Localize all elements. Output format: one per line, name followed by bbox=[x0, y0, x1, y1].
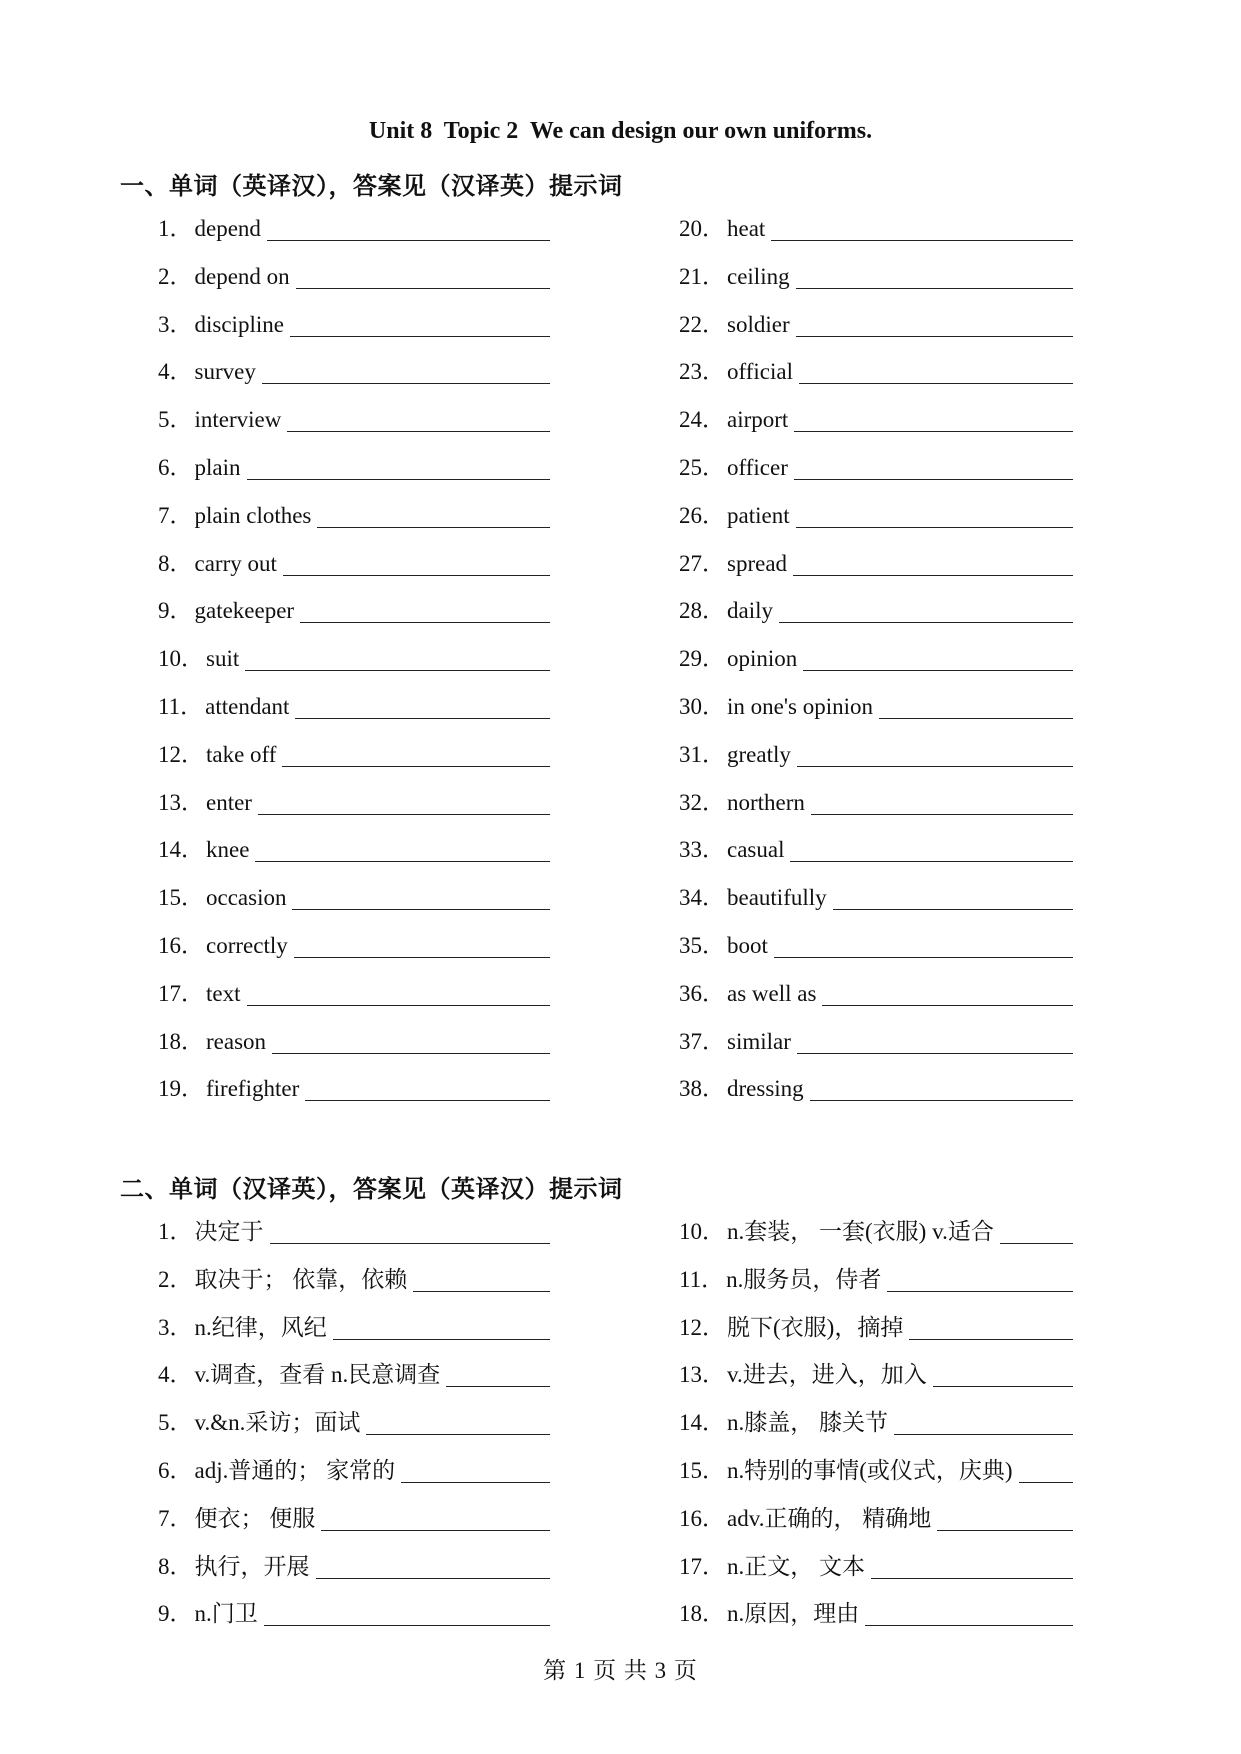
vocab-item bbox=[679, 733, 1073, 777]
item-prompt: suit bbox=[206, 646, 240, 672]
vocab-item bbox=[158, 303, 550, 347]
item-number: 2． bbox=[158, 263, 193, 289]
item-prompt: daily bbox=[727, 598, 773, 624]
item-number: 19． bbox=[158, 1076, 204, 1102]
item-prompt: text bbox=[206, 980, 241, 1006]
item-prompt: 脱下(衣服)，摘掉 bbox=[727, 1314, 904, 1340]
item-number: 33． bbox=[679, 837, 725, 863]
answer-blank[interactable] bbox=[794, 431, 1073, 432]
vocab-item bbox=[679, 924, 1073, 968]
answer-blank[interactable] bbox=[797, 1053, 1073, 1054]
answer-blank[interactable] bbox=[833, 909, 1073, 910]
item-number: 8． bbox=[158, 1553, 193, 1579]
answer-blank[interactable] bbox=[300, 622, 550, 623]
vocab-item bbox=[679, 1497, 1073, 1541]
item-prompt: as well as bbox=[727, 980, 817, 1006]
answer-blank[interactable] bbox=[333, 1339, 550, 1340]
answer-blank[interactable] bbox=[803, 670, 1073, 671]
answer-blank[interactable] bbox=[871, 1578, 1073, 1579]
vocab-item bbox=[158, 1401, 550, 1445]
section1-heading: 一、单词（英译汉），答案见（汉译英）提示词 bbox=[120, 172, 623, 200]
vocab-item bbox=[158, 350, 550, 394]
vocab-item bbox=[679, 972, 1073, 1016]
item-prompt: carry out bbox=[194, 550, 277, 576]
answer-blank[interactable] bbox=[413, 1291, 550, 1292]
item-prompt: n.套装， 一套(衣服) v.适合 bbox=[727, 1219, 994, 1244]
answer-blank[interactable] bbox=[937, 1530, 1073, 1531]
item-number: 7． bbox=[158, 1505, 193, 1531]
item-number: 6． bbox=[158, 455, 193, 480]
item-number: 37． bbox=[679, 1028, 725, 1054]
item-number: 10． bbox=[158, 646, 204, 672]
vocab-item bbox=[679, 207, 1073, 251]
item-prompt: interview bbox=[194, 407, 282, 433]
item-number: 5． bbox=[158, 407, 193, 433]
vocab-item bbox=[158, 1353, 550, 1397]
item-prompt: heat bbox=[727, 216, 766, 241]
item-prompt: plain bbox=[194, 455, 241, 480]
item-prompt: casual bbox=[727, 837, 785, 863]
vocab-item bbox=[158, 876, 550, 920]
answer-blank[interactable] bbox=[774, 957, 1073, 958]
item-number: 24． bbox=[679, 407, 725, 433]
item-prompt: v.进去，进入，加入 bbox=[727, 1362, 927, 1388]
item-number: 2． bbox=[158, 1266, 193, 1292]
answer-blank[interactable] bbox=[865, 1625, 1073, 1626]
vocab-item bbox=[679, 1592, 1073, 1636]
vocab-item bbox=[679, 637, 1073, 681]
answer-blank[interactable] bbox=[771, 240, 1073, 241]
item-prompt: n.膝盖， 膝关节 bbox=[727, 1410, 888, 1436]
item-number: 8． bbox=[158, 550, 193, 576]
answer-blank[interactable] bbox=[317, 527, 550, 528]
answer-blank[interactable] bbox=[294, 957, 550, 958]
vocab-item bbox=[679, 1067, 1073, 1111]
item-prompt: officer bbox=[727, 455, 788, 480]
item-number: 1． bbox=[158, 1219, 193, 1244]
vocab-item bbox=[158, 1210, 550, 1254]
item-prompt: discipline bbox=[194, 311, 284, 337]
item-prompt: spread bbox=[727, 550, 788, 576]
vocab-item bbox=[679, 255, 1073, 299]
vocab-item bbox=[679, 303, 1073, 347]
answer-blank[interactable] bbox=[258, 814, 550, 815]
item-prompt: n.正文， 文本 bbox=[727, 1553, 865, 1579]
answer-blank[interactable] bbox=[822, 1005, 1073, 1006]
item-number: 28． bbox=[679, 598, 725, 624]
vocab-item bbox=[679, 1449, 1073, 1493]
item-prompt: plain clothes bbox=[194, 502, 312, 528]
item-prompt: v.&n.采访；面试 bbox=[194, 1410, 361, 1436]
item-prompt: boot bbox=[727, 933, 768, 958]
answer-blank[interactable] bbox=[262, 383, 550, 384]
answer-blank[interactable] bbox=[316, 1578, 551, 1579]
item-prompt: dressing bbox=[727, 1076, 804, 1102]
answer-blank[interactable] bbox=[255, 861, 550, 862]
item-prompt: firefighter bbox=[206, 1076, 300, 1102]
vocab-item bbox=[158, 733, 550, 777]
answer-blank[interactable] bbox=[894, 1434, 1073, 1435]
vocab-item bbox=[679, 398, 1073, 442]
answer-blank[interactable] bbox=[283, 575, 550, 576]
item-prompt: reason bbox=[206, 1028, 267, 1054]
item-prompt: 便衣； 便服 bbox=[194, 1505, 316, 1531]
vocab-item bbox=[679, 876, 1073, 920]
item-prompt: take off bbox=[206, 741, 277, 767]
item-number: 9． bbox=[158, 1601, 193, 1627]
item-prompt: n.纪律，风纪 bbox=[194, 1314, 327, 1340]
item-number: 15． bbox=[679, 1458, 725, 1483]
item-prompt: knee bbox=[206, 837, 250, 863]
answer-blank[interactable] bbox=[321, 1530, 550, 1531]
item-number: 12． bbox=[158, 741, 204, 767]
item-number: 3． bbox=[158, 311, 193, 337]
item-prompt: beautifully bbox=[727, 885, 827, 911]
section2-heading: 二、单词（汉译英），答案见（英译汉）提示词 bbox=[120, 1175, 623, 1203]
item-number: 20． bbox=[679, 216, 725, 241]
item-number: 10． bbox=[679, 1219, 725, 1244]
item-number: 32． bbox=[679, 789, 725, 815]
item-prompt: v.调查，查看 n.民意调查 bbox=[194, 1362, 441, 1388]
vocab-item bbox=[158, 1545, 550, 1589]
vocab-item bbox=[158, 1306, 550, 1350]
item-number: 34． bbox=[679, 885, 725, 911]
item-number: 13． bbox=[158, 789, 204, 815]
vocab-item bbox=[679, 781, 1073, 825]
worksheet-title: Unit 8 Topic 2 We can design our own uniforms. bbox=[368, 118, 873, 144]
answer-blank[interactable] bbox=[1019, 1482, 1073, 1483]
vocab-item bbox=[679, 446, 1073, 490]
item-prompt: n.特别的事情(或仪式，庆典) bbox=[727, 1458, 1013, 1483]
vocab-item bbox=[158, 255, 550, 299]
item-number: 5． bbox=[158, 1410, 193, 1436]
answer-blank[interactable] bbox=[296, 288, 550, 289]
item-number: 25． bbox=[679, 455, 725, 480]
item-prompt: 决定于 bbox=[194, 1219, 264, 1244]
vocab-item bbox=[679, 1258, 1073, 1302]
answer-blank[interactable] bbox=[790, 861, 1073, 862]
answer-blank[interactable] bbox=[797, 766, 1073, 767]
vocab-item bbox=[158, 637, 550, 681]
item-prompt: in one's opinion bbox=[727, 694, 873, 719]
item-number: 14． bbox=[158, 837, 204, 863]
answer-blank[interactable] bbox=[247, 479, 551, 480]
vocab-item bbox=[158, 207, 550, 251]
item-number: 18． bbox=[158, 1028, 204, 1054]
answer-blank[interactable] bbox=[810, 1100, 1073, 1101]
vocab-item bbox=[679, 494, 1073, 538]
item-prompt: correctly bbox=[206, 933, 288, 958]
item-number: 17． bbox=[679, 1553, 725, 1579]
item-number: 9． bbox=[158, 598, 193, 624]
vocab-item bbox=[158, 828, 550, 872]
vocab-item bbox=[158, 1067, 550, 1111]
item-number: 3． bbox=[158, 1314, 193, 1340]
answer-blank[interactable] bbox=[282, 766, 550, 767]
page-footer: 第 1 页 共 3 页 bbox=[543, 1658, 698, 1683]
item-number: 16． bbox=[679, 1505, 725, 1531]
item-number: 26． bbox=[679, 502, 725, 528]
answer-blank[interactable] bbox=[292, 909, 550, 910]
item-prompt: airport bbox=[727, 407, 789, 433]
answer-blank[interactable] bbox=[264, 1625, 550, 1626]
item-prompt: ceiling bbox=[727, 263, 790, 289]
item-number: 11． bbox=[158, 694, 204, 719]
item-prompt: official bbox=[727, 359, 793, 385]
item-number: 29． bbox=[679, 646, 725, 672]
item-number: 1． bbox=[158, 216, 193, 241]
vocab-item bbox=[158, 972, 550, 1016]
item-number: 27． bbox=[679, 550, 725, 576]
item-prompt: survey bbox=[194, 359, 256, 385]
item-prompt: depend bbox=[194, 216, 261, 241]
item-prompt: gatekeeper bbox=[194, 598, 295, 624]
item-number: 12． bbox=[679, 1314, 725, 1340]
answer-blank[interactable] bbox=[267, 240, 550, 241]
item-number: 31． bbox=[679, 741, 725, 767]
item-number: 7． bbox=[158, 502, 193, 528]
answer-blank[interactable] bbox=[796, 527, 1073, 528]
item-number: 18． bbox=[679, 1601, 725, 1627]
vocab-item bbox=[158, 446, 550, 490]
answer-blank[interactable] bbox=[779, 622, 1073, 623]
item-number: 35． bbox=[679, 933, 725, 958]
vocab-item bbox=[158, 1020, 550, 1064]
vocab-item bbox=[679, 1306, 1073, 1350]
item-prompt: patient bbox=[727, 502, 790, 528]
item-number: 11． bbox=[679, 1266, 725, 1292]
vocab-item bbox=[679, 685, 1073, 729]
answer-blank[interactable] bbox=[305, 1100, 550, 1101]
vocab-item bbox=[679, 1353, 1073, 1397]
item-prompt: 取决于； 依靠，依赖 bbox=[194, 1266, 408, 1292]
item-prompt: 执行，开展 bbox=[194, 1553, 310, 1579]
item-prompt: occasion bbox=[206, 885, 287, 911]
item-prompt: attendant bbox=[205, 694, 290, 719]
item-number: 23． bbox=[679, 359, 725, 385]
item-number: 14． bbox=[679, 1410, 725, 1436]
item-prompt: depend on bbox=[194, 263, 290, 289]
vocab-item bbox=[679, 589, 1073, 633]
item-prompt: adv.正确的， 精确地 bbox=[727, 1505, 932, 1531]
vocab-item bbox=[158, 398, 550, 442]
item-number: 21． bbox=[679, 263, 725, 289]
vocab-item bbox=[158, 494, 550, 538]
answer-blank[interactable] bbox=[933, 1386, 1073, 1387]
item-prompt: adj.普通的； 家常的 bbox=[194, 1458, 396, 1483]
item-prompt: opinion bbox=[727, 646, 798, 672]
vocab-item bbox=[158, 589, 550, 633]
vocab-item bbox=[679, 1545, 1073, 1589]
answer-blank[interactable] bbox=[446, 1386, 550, 1387]
vocab-item bbox=[679, 1020, 1073, 1064]
answer-blank[interactable] bbox=[794, 479, 1073, 480]
vocab-item bbox=[679, 828, 1073, 872]
item-number: 15． bbox=[158, 885, 204, 911]
answer-blank[interactable] bbox=[245, 670, 550, 671]
vocab-item bbox=[158, 1258, 550, 1302]
item-prompt: enter bbox=[206, 789, 252, 815]
answer-blank[interactable] bbox=[401, 1482, 550, 1483]
answer-blank[interactable] bbox=[796, 336, 1073, 337]
item-number: 4． bbox=[158, 359, 193, 385]
item-prompt: soldier bbox=[727, 311, 790, 337]
answer-blank[interactable] bbox=[909, 1339, 1073, 1340]
item-number: 4． bbox=[158, 1362, 193, 1388]
item-prompt: greatly bbox=[727, 741, 791, 767]
vocab-item bbox=[679, 542, 1073, 586]
vocab-item bbox=[158, 924, 550, 968]
vocab-item bbox=[158, 1592, 550, 1636]
vocab-item bbox=[679, 1401, 1073, 1445]
answer-blank[interactable] bbox=[793, 575, 1073, 576]
answer-blank[interactable] bbox=[879, 718, 1073, 719]
answer-blank[interactable] bbox=[887, 1291, 1073, 1292]
answer-blank[interactable] bbox=[366, 1434, 550, 1435]
answer-blank[interactable] bbox=[1000, 1243, 1073, 1244]
answer-blank[interactable] bbox=[287, 431, 550, 432]
vocab-item bbox=[679, 350, 1073, 394]
item-prompt: n.服务员，侍者 bbox=[726, 1266, 882, 1292]
item-number: 16． bbox=[158, 933, 204, 958]
vocab-item bbox=[158, 781, 550, 825]
item-prompt: similar bbox=[727, 1028, 791, 1054]
vocab-item bbox=[158, 1449, 550, 1493]
item-number: 13． bbox=[679, 1362, 725, 1388]
item-number: 38． bbox=[679, 1076, 725, 1102]
answer-blank[interactable] bbox=[811, 814, 1073, 815]
answer-blank[interactable] bbox=[270, 1243, 551, 1244]
item-prompt: n.门卫 bbox=[194, 1601, 258, 1627]
item-prompt: n.原因，理由 bbox=[727, 1601, 860, 1627]
vocab-item bbox=[158, 1497, 550, 1541]
answer-blank[interactable] bbox=[295, 718, 550, 719]
answer-blank[interactable] bbox=[290, 336, 550, 337]
vocab-item bbox=[158, 542, 550, 586]
item-number: 36． bbox=[679, 980, 725, 1006]
answer-blank[interactable] bbox=[247, 1005, 551, 1006]
item-number: 22． bbox=[679, 311, 725, 337]
item-number: 17． bbox=[158, 980, 204, 1006]
item-number: 6． bbox=[158, 1458, 193, 1483]
answer-blank[interactable] bbox=[799, 383, 1073, 384]
item-number: 30． bbox=[679, 694, 725, 719]
answer-blank[interactable] bbox=[796, 288, 1073, 289]
vocab-item bbox=[158, 685, 550, 729]
vocab-item bbox=[679, 1210, 1073, 1254]
answer-blank[interactable] bbox=[272, 1053, 550, 1054]
item-prompt: northern bbox=[727, 789, 805, 815]
